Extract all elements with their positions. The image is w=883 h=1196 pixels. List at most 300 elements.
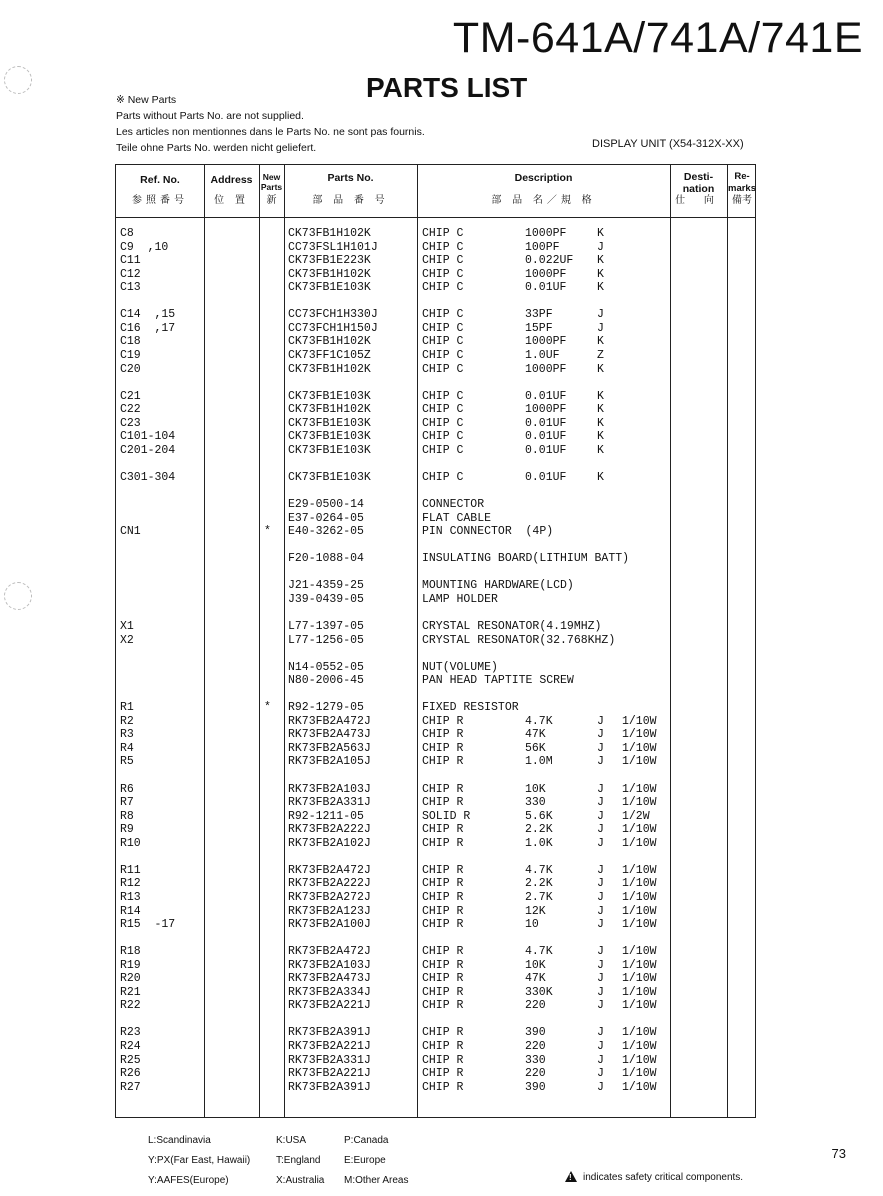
cell-ref: C18 (120, 335, 141, 349)
legend-item: X:Australia (276, 1175, 325, 1186)
table-row (116, 715, 757, 729)
cell-rating: 1/10W (622, 877, 657, 891)
table-row (116, 1081, 757, 1095)
header-ref-no: Ref. No. (140, 174, 180, 186)
cell-desc: CHIP C (422, 348, 464, 362)
cell-rating: 1/10W (622, 1040, 657, 1053)
cell-desc: CHIP R (422, 728, 464, 742)
cell-rating: 1/10W (622, 741, 657, 755)
cell-ref: R27 (120, 1080, 141, 1094)
cell-part: CK73FB1E103K (288, 470, 371, 484)
table-row (116, 363, 757, 377)
header-parts-no-jp: 部 品 番 号 (312, 195, 389, 206)
cell-part: RK73FB2A472J (288, 945, 371, 959)
cell-tol: J (597, 863, 604, 877)
cell-ref: R15 -17 (120, 918, 176, 932)
table-row (116, 1040, 757, 1054)
cell-tol: J (597, 755, 604, 769)
cell-desc: CHIP R (422, 863, 464, 877)
cell-ref: R10 (120, 836, 141, 850)
warning-triangle-icon (565, 1171, 577, 1182)
table-row (116, 322, 757, 336)
cell-tol: K (597, 335, 604, 349)
cell-desc: CHIP R (422, 714, 464, 728)
cell-part: CK73FB1H102K (288, 362, 371, 376)
cell-part: RK73FB2A334J (288, 985, 371, 999)
table-row (116, 972, 757, 986)
notes-block (116, 92, 425, 156)
model-title: TM-641A/741A/741E (452, 14, 863, 62)
cell-tol: K (597, 430, 604, 444)
cell-ref: C11 (120, 254, 141, 268)
cell-value: 220 (525, 1067, 546, 1081)
cell-ref: R3 (120, 728, 134, 742)
cell-desc: CHIP C (422, 308, 464, 322)
cell-part: RK73FB2A391J (288, 1026, 371, 1040)
legend-item: Y:AAFES(Europe) (148, 1175, 229, 1186)
cell-ref: R20 (120, 972, 141, 986)
cell-value: 4.7K (525, 863, 553, 877)
table-row (116, 850, 757, 864)
cell-value: 330K (525, 985, 553, 999)
cell-desc: CHIP C (422, 403, 464, 417)
legend-item: E:Europe (344, 1155, 386, 1166)
cell-ref: R11 (120, 863, 141, 877)
cell-part: J39-0439-05 (288, 592, 364, 606)
header-remarks-text-2: marks (728, 183, 756, 194)
cell-desc: CHIP C (422, 430, 464, 444)
cell-ref: R21 (120, 985, 141, 999)
cell-part: R92-1279-05 (288, 701, 364, 715)
header-destination-text-2: nation (682, 183, 715, 195)
cell-desc: CHIP C (422, 240, 464, 254)
cell-tol: J (597, 796, 604, 810)
header-destination-jp: 仕 向 (675, 195, 722, 206)
table-row (116, 661, 757, 675)
cell-part: RK73FB2A103J (288, 782, 371, 796)
cell-value: 1000PF (525, 227, 567, 240)
cell-part: RK73FB2A105J (288, 755, 371, 769)
cell-part: RK73FB2A221J (288, 1040, 371, 1053)
cell-tol: J (597, 823, 604, 837)
cell-rating: 1/10W (622, 782, 657, 796)
cell-value: 2.7K (525, 890, 553, 904)
cell-part: RK73FB2A221J (288, 999, 371, 1013)
header-description-jp: 部 品 名／規 格 (491, 195, 596, 206)
cell-ref: R14 (120, 904, 141, 918)
cell-desc: CHIP R (422, 1040, 464, 1053)
cell-ref: X1 (120, 619, 134, 633)
cell-ref: R1 (120, 701, 134, 715)
note-german: Teile ohne Parts No. werden nicht geliefert. (116, 142, 317, 154)
cell-value: 0.01UF (525, 443, 567, 457)
cell-value: 4.7K (525, 714, 553, 728)
cell-rating: 1/10W (622, 728, 657, 742)
cell-ref: C301-304 (120, 470, 176, 484)
cell-desc: CHIP R (422, 823, 464, 837)
cell-rating: 1/10W (622, 958, 657, 972)
cell-desc: CHIP R (422, 972, 464, 986)
binder-hole-top (4, 66, 32, 94)
cell-part: L77-1256-05 (288, 633, 364, 647)
safety-note-text: indicates safety critical components. (583, 1172, 744, 1183)
cell-desc: CHIP C (422, 281, 464, 295)
table-row (116, 634, 757, 648)
cell-rating: 1/2W (622, 809, 650, 823)
cell-rating: 1/10W (622, 1026, 657, 1040)
cell-part: RK73FB2A472J (288, 863, 371, 877)
legend-col-2 (276, 1131, 324, 1191)
header-new-parts-jp: 新 (266, 195, 277, 206)
cell-tol: J (597, 1067, 604, 1081)
table-row (116, 254, 757, 268)
cell-ref: R25 (120, 1053, 141, 1067)
table-row (116, 268, 757, 282)
cell-tol: K (597, 254, 604, 268)
cell-value: 15PF (525, 321, 553, 335)
cell-value: 2.2K (525, 877, 553, 891)
cell-tol: J (597, 890, 604, 904)
cell-rating: 1/10W (622, 823, 657, 837)
cell-ref: R23 (120, 1026, 141, 1040)
cell-new: * (264, 525, 271, 539)
header-address-jp: 位 置 (214, 195, 249, 206)
table-row (116, 539, 757, 553)
cell-part: CC73FSL1H101J (288, 240, 378, 254)
cell-part: CC73FCH1H150J (288, 321, 378, 335)
cell-rating: 1/10W (622, 796, 657, 810)
cell-value: 0.01UF (525, 281, 567, 295)
table-row (116, 227, 757, 241)
table-row (116, 376, 757, 390)
cell-ref: R18 (120, 945, 141, 959)
cell-tol: K (597, 443, 604, 457)
cell-part: RK73FB2A472J (288, 714, 371, 728)
cell-ref: C23 (120, 416, 141, 430)
cell-desc: PIN CONNECTOR (4P) (422, 525, 554, 539)
cell-desc: CHIP C (422, 443, 464, 457)
cell-tol: J (597, 809, 604, 823)
cell-value: 47K (525, 972, 546, 986)
legend-item: T:England (276, 1155, 321, 1166)
cell-desc: NUT(VOLUME) (422, 660, 498, 674)
cell-tol: J (597, 972, 604, 986)
cell-value: 1.0UF (525, 348, 560, 362)
cell-part: CK73FB1H102K (288, 267, 371, 281)
table-row (116, 728, 757, 742)
table-row (116, 498, 757, 512)
cell-part: RK73FB2A473J (288, 972, 371, 986)
cell-value: 330 (525, 796, 546, 810)
cell-desc: CHIP R (422, 1080, 464, 1094)
cell-desc: CHIP C (422, 267, 464, 281)
table-row (116, 918, 757, 932)
table-row (116, 688, 757, 702)
cell-desc: CHIP C (422, 335, 464, 349)
table-row (116, 308, 757, 322)
cell-desc: CHIP R (422, 877, 464, 891)
cell-tol: J (597, 904, 604, 918)
cell-part: E29-0500-14 (288, 498, 364, 511)
table-row (116, 593, 757, 607)
cell-part: RK73FB2A222J (288, 823, 371, 837)
cell-ref: R8 (120, 809, 134, 823)
cell-part: R92-1211-05 (288, 809, 364, 823)
cell-part: RK73FB2A222J (288, 877, 371, 891)
cell-ref: R22 (120, 999, 141, 1013)
legend-item: Y:PX(Far East, Hawaii) (148, 1155, 251, 1166)
cell-ref: R19 (120, 958, 141, 972)
cell-rating: 1/10W (622, 985, 657, 999)
cell-desc: CRYSTAL RESONATOR(32.768KHZ) (422, 633, 616, 647)
note-new-parts: ※ New Parts (116, 94, 177, 106)
table-row (116, 1026, 757, 1040)
table-row (116, 552, 757, 566)
cell-tol: J (597, 945, 604, 959)
header-destination (670, 171, 727, 195)
cell-part: RK73FB2A123J (288, 904, 371, 918)
cell-part: J21-4359-25 (288, 579, 364, 593)
unit-label: DISPLAY UNIT (X54-312X-XX) (592, 138, 744, 150)
cell-rating: 1/10W (622, 836, 657, 850)
cell-part: CK73FB1H102K (288, 227, 371, 240)
table-row (116, 986, 757, 1000)
table-row (116, 430, 757, 444)
binder-hole-middle (4, 582, 32, 610)
cell-rating: 1/10W (622, 918, 657, 932)
cell-ref: R9 (120, 823, 134, 837)
cell-value: 220 (525, 999, 546, 1013)
header-parts-no: Parts No. (327, 172, 374, 184)
cell-desc: CHIP R (422, 796, 464, 810)
cell-value: 330 (525, 1053, 546, 1067)
cell-value: 47K (525, 728, 546, 742)
cell-value: 33PF (525, 308, 553, 322)
cell-value: 1000PF (525, 335, 567, 349)
cell-desc: CHIP R (422, 904, 464, 918)
legend-col-1 (148, 1131, 250, 1191)
cell-tol: J (597, 1040, 604, 1053)
note-french: Les articles non mentionnes dans le Parts No. ne sont pas fournis. (116, 126, 425, 138)
cell-tol: J (597, 1053, 604, 1067)
cell-tol: J (597, 999, 604, 1013)
cell-rating: 1/10W (622, 863, 657, 877)
table-row (116, 959, 757, 973)
cell-tol: K (597, 470, 604, 484)
table-row (116, 606, 757, 620)
cell-value: 1000PF (525, 362, 567, 376)
table-row (116, 417, 757, 431)
legend-item: P:Canada (344, 1135, 389, 1146)
cell-value: 0.01UF (525, 389, 567, 403)
cell-part: CK73FB1E223K (288, 254, 371, 268)
cell-part: CK73FB1E103K (288, 430, 371, 444)
cell-rating: 1/10W (622, 945, 657, 959)
cell-part: RK73FB2A331J (288, 796, 371, 810)
cell-ref: CN1 (120, 525, 141, 539)
cell-part: RK73FB2A102J (288, 836, 371, 850)
cell-desc: CHIP C (422, 470, 464, 484)
cell-value: 390 (525, 1080, 546, 1094)
table-row (116, 390, 757, 404)
cell-desc: CHIP R (422, 1026, 464, 1040)
cell-desc: CHIP R (422, 918, 464, 932)
cell-tol: J (597, 1080, 604, 1094)
cell-ref: R5 (120, 755, 134, 769)
cell-part: CK73FB1E103K (288, 443, 371, 457)
header-divider (116, 217, 755, 218)
cell-part: F20-1088-04 (288, 552, 364, 566)
table-row (116, 701, 757, 715)
cell-ref: R24 (120, 1040, 141, 1053)
header-new-text: New (262, 172, 281, 182)
cell-part: CK73FB1E103K (288, 416, 371, 430)
cell-part: L77-1397-05 (288, 619, 364, 633)
table-row (116, 905, 757, 919)
cell-rating: 1/10W (622, 904, 657, 918)
table-row (116, 281, 757, 295)
cell-ref: R6 (120, 782, 134, 796)
cell-tol: K (597, 416, 604, 430)
table-row (116, 525, 757, 539)
header-remarks-jp: 備考 (732, 195, 752, 206)
cell-value: 10 (525, 918, 539, 932)
table-row (116, 403, 757, 417)
cell-tol: K (597, 403, 604, 417)
table-row (116, 647, 757, 661)
cell-ref: C101-104 (120, 430, 176, 444)
cell-rating: 1/10W (622, 755, 657, 769)
table-row (116, 241, 757, 255)
cell-value: 0.01UF (525, 470, 567, 484)
cell-desc: CHIP R (422, 755, 464, 769)
page-number: 73 (831, 1146, 846, 1161)
cell-part: RK73FB2A272J (288, 890, 371, 904)
cell-part: CK73FB1E103K (288, 389, 371, 403)
cell-value: 1000PF (525, 267, 567, 281)
cell-desc: PAN HEAD TAPTITE SCREW (422, 674, 574, 688)
table-row (116, 620, 757, 634)
cell-value: 100PF (525, 240, 560, 254)
table-row (116, 783, 757, 797)
cell-ref: C20 (120, 362, 141, 376)
table-row (116, 349, 757, 363)
cell-tol: Z (597, 348, 604, 362)
parts-list-title: PARTS LIST (366, 72, 528, 103)
cell-part: CK73FB1H102K (288, 403, 371, 417)
header-remarks-text-1: Re- (734, 171, 750, 182)
cell-part: CC73FCH1H330J (288, 308, 378, 322)
cell-ref: X2 (120, 633, 134, 647)
cell-desc: FLAT CABLE (422, 511, 492, 525)
legend-item: K:USA (276, 1135, 307, 1146)
cell-desc: CHIP R (422, 1053, 464, 1067)
cell-value: 10K (525, 782, 546, 796)
table-row (116, 796, 757, 810)
table-row (116, 742, 757, 756)
cell-tol: J (597, 321, 604, 335)
table-row (116, 999, 757, 1013)
cell-ref: R13 (120, 890, 141, 904)
cell-part: E37-0264-05 (288, 511, 364, 525)
cell-ref: R12 (120, 877, 141, 891)
table-row (116, 579, 757, 593)
cell-part: CK73FF1C105Z (288, 348, 371, 362)
cell-part: RK73FB2A331J (288, 1053, 371, 1067)
cell-value: 0.01UF (525, 416, 567, 430)
cell-value: 0.022UF (525, 254, 574, 268)
cell-ref: R2 (120, 714, 134, 728)
cell-desc: CHIP C (422, 321, 464, 335)
cell-part: RK73FB2A473J (288, 728, 371, 742)
legend-item: L:Scandinavia (148, 1135, 211, 1146)
cell-part: N14-0552-05 (288, 660, 364, 674)
cell-part: CK73FB1E103K (288, 281, 371, 295)
table-row (116, 1067, 757, 1081)
cell-rating: 1/10W (622, 1053, 657, 1067)
cell-desc: CHIP C (422, 227, 464, 240)
legend-col-3 (344, 1131, 408, 1191)
cell-value: 1.0M (525, 755, 553, 769)
cell-part: RK73FB2A103J (288, 958, 371, 972)
cell-tol: J (597, 836, 604, 850)
cell-desc: CHIP R (422, 945, 464, 959)
header-parts-text: Parts (260, 182, 283, 192)
table-row (116, 457, 757, 471)
cell-ref: C9 ,10 (120, 240, 169, 254)
table-row (116, 295, 757, 309)
cell-part: E40-3262-05 (288, 525, 364, 539)
header-description: Description (514, 172, 573, 184)
cell-new: * (264, 701, 271, 715)
cell-tol: J (597, 714, 604, 728)
cell-ref: R26 (120, 1067, 141, 1081)
cell-tol: J (597, 985, 604, 999)
cell-part: N80-2006-45 (288, 674, 364, 688)
header-address: Address (210, 174, 253, 186)
cell-value: 1.0K (525, 836, 553, 850)
table-row (116, 769, 757, 783)
cell-desc: CHIP C (422, 362, 464, 376)
cell-ref: C13 (120, 281, 141, 295)
cell-rating: 1/10W (622, 1067, 657, 1081)
table-row (116, 810, 757, 824)
cell-tol: J (597, 877, 604, 891)
note-english: Parts without Parts No. are not supplied. (116, 110, 304, 122)
header-remarks (727, 171, 757, 195)
cell-desc: CHIP R (422, 1067, 464, 1081)
cell-desc: MOUNTING HARDWARE(LCD) (422, 579, 574, 593)
cell-value: 2.2K (525, 823, 553, 837)
cell-part: RK73FB2A221J (288, 1067, 371, 1081)
table-row (116, 471, 757, 485)
table-row (116, 877, 757, 891)
cell-rating: 1/10W (622, 1080, 657, 1094)
cell-rating: 1/10W (622, 972, 657, 986)
table-row (116, 945, 757, 959)
cell-desc: CHIP C (422, 416, 464, 430)
header-new-parts (259, 172, 284, 192)
safety-note (565, 1169, 743, 1183)
cell-ref: C16 ,17 (120, 321, 176, 335)
cell-tol: J (597, 728, 604, 742)
cell-desc: CHIP R (422, 782, 464, 796)
cell-ref: C14 ,15 (120, 308, 176, 322)
parts-table (115, 164, 756, 1118)
cell-desc: INSULATING BOARD(LITHIUM BATT) (422, 552, 630, 566)
header-destination-text-1: Desti- (683, 171, 714, 183)
cell-ref: C8 (120, 227, 134, 240)
